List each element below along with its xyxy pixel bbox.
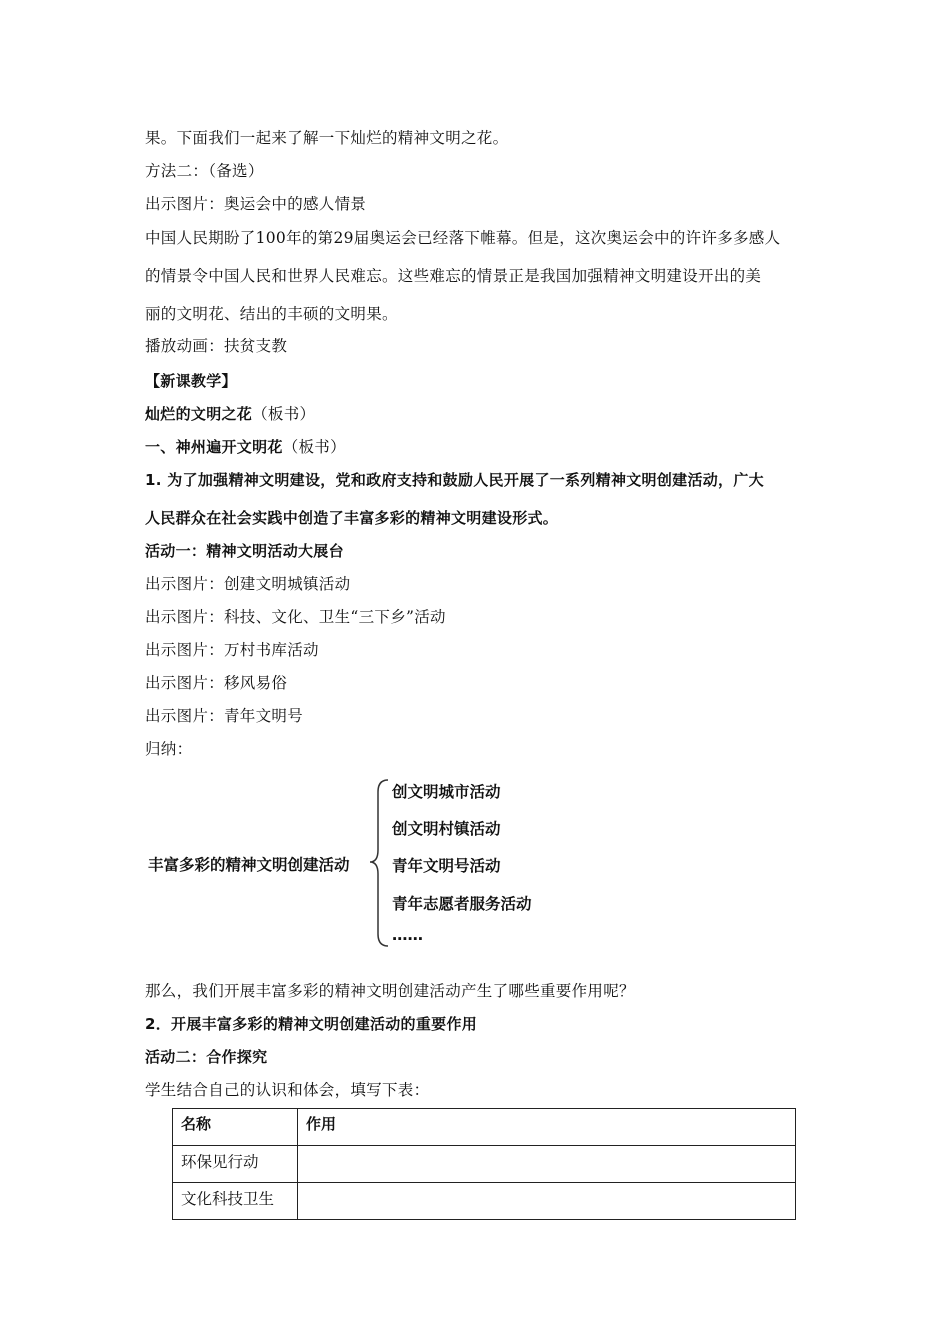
show-image-4: 出示图片：移风易俗 bbox=[145, 674, 288, 692]
board-title-line bbox=[145, 404, 315, 424]
show-image-3: 出示图片：万村书库活动 bbox=[145, 641, 319, 659]
show-image-2: 出示图片：科技、文化、卫生“三下乡”活动 bbox=[145, 608, 446, 626]
olympics-paragraph-line-1: 中国人民期盼了100年的第29届奥运会已经落下帷幕。但是，这次奥运会中的许许多多感人 bbox=[145, 229, 781, 247]
section-one-line bbox=[145, 437, 346, 457]
show-image-olympics: 出示图片：奥运会中的感人情景 bbox=[145, 195, 367, 213]
section-one-note: （板书） bbox=[282, 438, 346, 456]
diagram-item-youth-civilization: 青年文明号活动 bbox=[392, 857, 501, 875]
curly-brace-icon bbox=[368, 778, 392, 948]
play-animation-label: 播放动画：扶贫支教 bbox=[145, 337, 288, 355]
table-header-effect: 作用 bbox=[298, 1109, 796, 1146]
table-cell-effect[interactable] bbox=[298, 1183, 796, 1220]
new-lesson-heading: 【新课教学】 bbox=[145, 372, 237, 390]
table-cell-effect[interactable] bbox=[298, 1146, 796, 1183]
paragraph-intro-end: 果。下面我们一起来了解一下灿烂的精神文明之花。 bbox=[145, 129, 509, 147]
diagram-item-volunteer: 青年志愿者服务活动 bbox=[392, 895, 532, 913]
board-note: （板书） bbox=[252, 405, 316, 423]
summary-label: 归纳： bbox=[145, 740, 193, 758]
table-row bbox=[173, 1183, 796, 1220]
question-paragraph: 那么，我们开展丰富多彩的精神文明创建活动产生了哪些重要作用呢？ bbox=[145, 982, 635, 1000]
point-two-heading: 2．开展丰富多彩的精神文明创建活动的重要作用 bbox=[145, 1015, 478, 1033]
board-title: 灿烂的文明之花 bbox=[145, 405, 253, 423]
table-header-name: 名称 bbox=[173, 1109, 298, 1146]
fill-in-table bbox=[172, 1108, 796, 1220]
diagram-item-city: 创文明城市活动 bbox=[392, 783, 501, 801]
point-one-line-2: 人民群众在社会实践中创造了丰富多彩的精神文明建设形式。 bbox=[145, 509, 559, 527]
show-image-1: 出示图片：创建文明城镇活动 bbox=[145, 575, 351, 593]
diagram-root: 丰富多彩的精神文明创建活动 bbox=[148, 856, 350, 874]
section-one-title: 一、神州遍开文明花 bbox=[145, 438, 283, 456]
table-header-row bbox=[173, 1109, 796, 1146]
table-cell-name: 环保见行动 bbox=[173, 1146, 298, 1183]
point-one-line-1: 1. 为了加强精神文明建设，党和政府支持和鼓励人民开展了一系列精神文明创建活动，广大 bbox=[145, 471, 764, 489]
show-image-5: 出示图片：青年文明号 bbox=[145, 707, 304, 725]
activity-two-heading: 活动二：合作探究 bbox=[145, 1048, 268, 1066]
olympics-paragraph-line-3: 丽的文明花、结出的丰硕的文明果。 bbox=[145, 305, 398, 323]
olympics-paragraph-line-2: 的情景令中国人民和世界人民难忘。这些难忘的情景正是我国加强精神文明建设开出的美 bbox=[145, 267, 762, 285]
table-instruction: 学生结合自己的认识和体会，填写下表： bbox=[145, 1081, 430, 1099]
table-row bbox=[173, 1146, 796, 1183]
table-cell-name: 文化科技卫生 bbox=[173, 1183, 298, 1220]
diagram-item-village: 创文明村镇活动 bbox=[392, 820, 501, 838]
activity-one-heading: 活动一：精神文明活动大展台 bbox=[145, 542, 344, 560]
diagram-item-ellipsis: …… bbox=[392, 926, 423, 944]
method-two-label: 方法二：（备选） bbox=[145, 162, 264, 180]
